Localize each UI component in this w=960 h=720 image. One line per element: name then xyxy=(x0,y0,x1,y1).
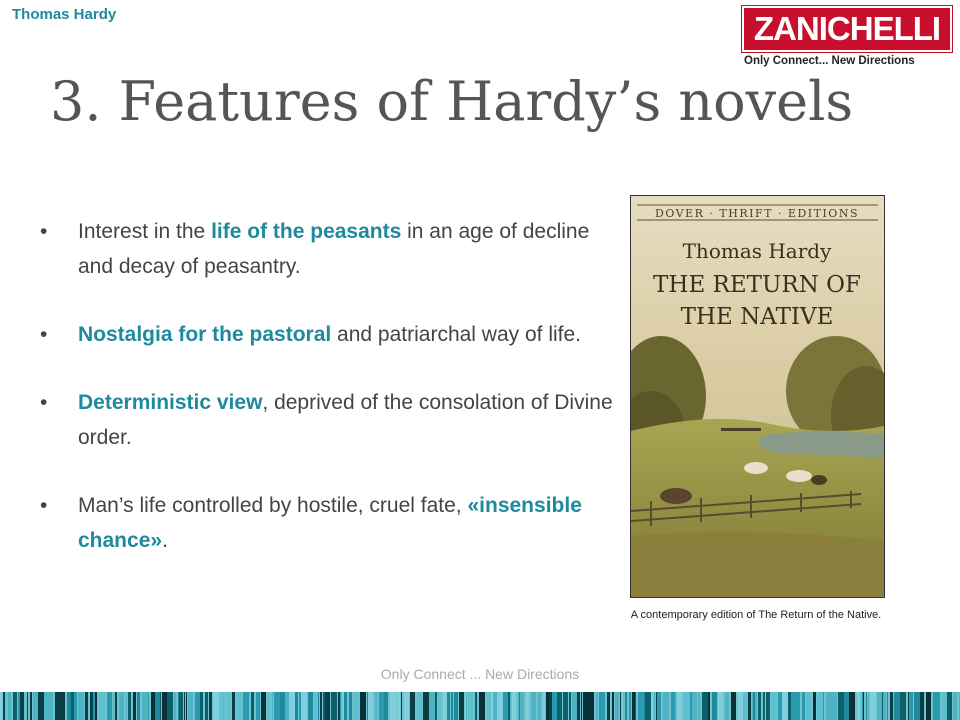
bullet-icon: • xyxy=(40,220,48,243)
bullet-highlight: Nostalgia for the pastoral xyxy=(78,323,332,346)
cover-author: Thomas Hardy xyxy=(682,239,832,263)
bullet-text: and patriarchal way of life. xyxy=(331,323,582,346)
book-cover-image xyxy=(630,195,885,598)
bullet-highlight: «insensible chance» xyxy=(78,494,582,552)
bullet-highlight: Deterministic view xyxy=(78,391,263,414)
bullet-item xyxy=(40,317,620,352)
decorative-stripe-bar xyxy=(0,692,960,720)
topic-label: Thomas Hardy xyxy=(12,6,117,23)
logo-wordmark: ZANICHELLI xyxy=(742,6,952,52)
cover-caption: A contemporary edition of The Return of the Native. xyxy=(630,609,882,621)
bullet-icon: • xyxy=(40,391,48,414)
bullet-text: Interest in the xyxy=(78,220,212,243)
bullet-item xyxy=(40,488,620,558)
zanichelli-logo xyxy=(742,6,952,72)
cover-title-line2: THE NATIVE xyxy=(680,304,834,330)
bullet-highlight: life of the peasants xyxy=(211,220,402,243)
bullet-list xyxy=(40,214,620,591)
slide-title: 3. Features of Hardy’s novels xyxy=(50,70,854,133)
logo-tagline: Only Connect... New Directions xyxy=(744,55,915,67)
bullet-text: Man’s life controlled by hostile, cruel fate, xyxy=(78,494,468,517)
bullet-item xyxy=(40,214,620,284)
cover-series: DOVER · THRIFT · EDITIONS xyxy=(655,207,859,220)
bullet-text: , deprived of the consolation of Divine order. xyxy=(78,391,613,449)
bullet-text: . xyxy=(162,529,168,552)
bullet-item xyxy=(40,385,620,455)
bullet-icon: • xyxy=(40,323,48,346)
bullet-icon: • xyxy=(40,494,48,517)
cover-title-line1: THE RETURN OF xyxy=(653,272,861,298)
bullet-text: in an age of decline and decay of peasantry. xyxy=(78,220,590,278)
footer-text: Only Connect ... New Directions xyxy=(380,666,580,682)
